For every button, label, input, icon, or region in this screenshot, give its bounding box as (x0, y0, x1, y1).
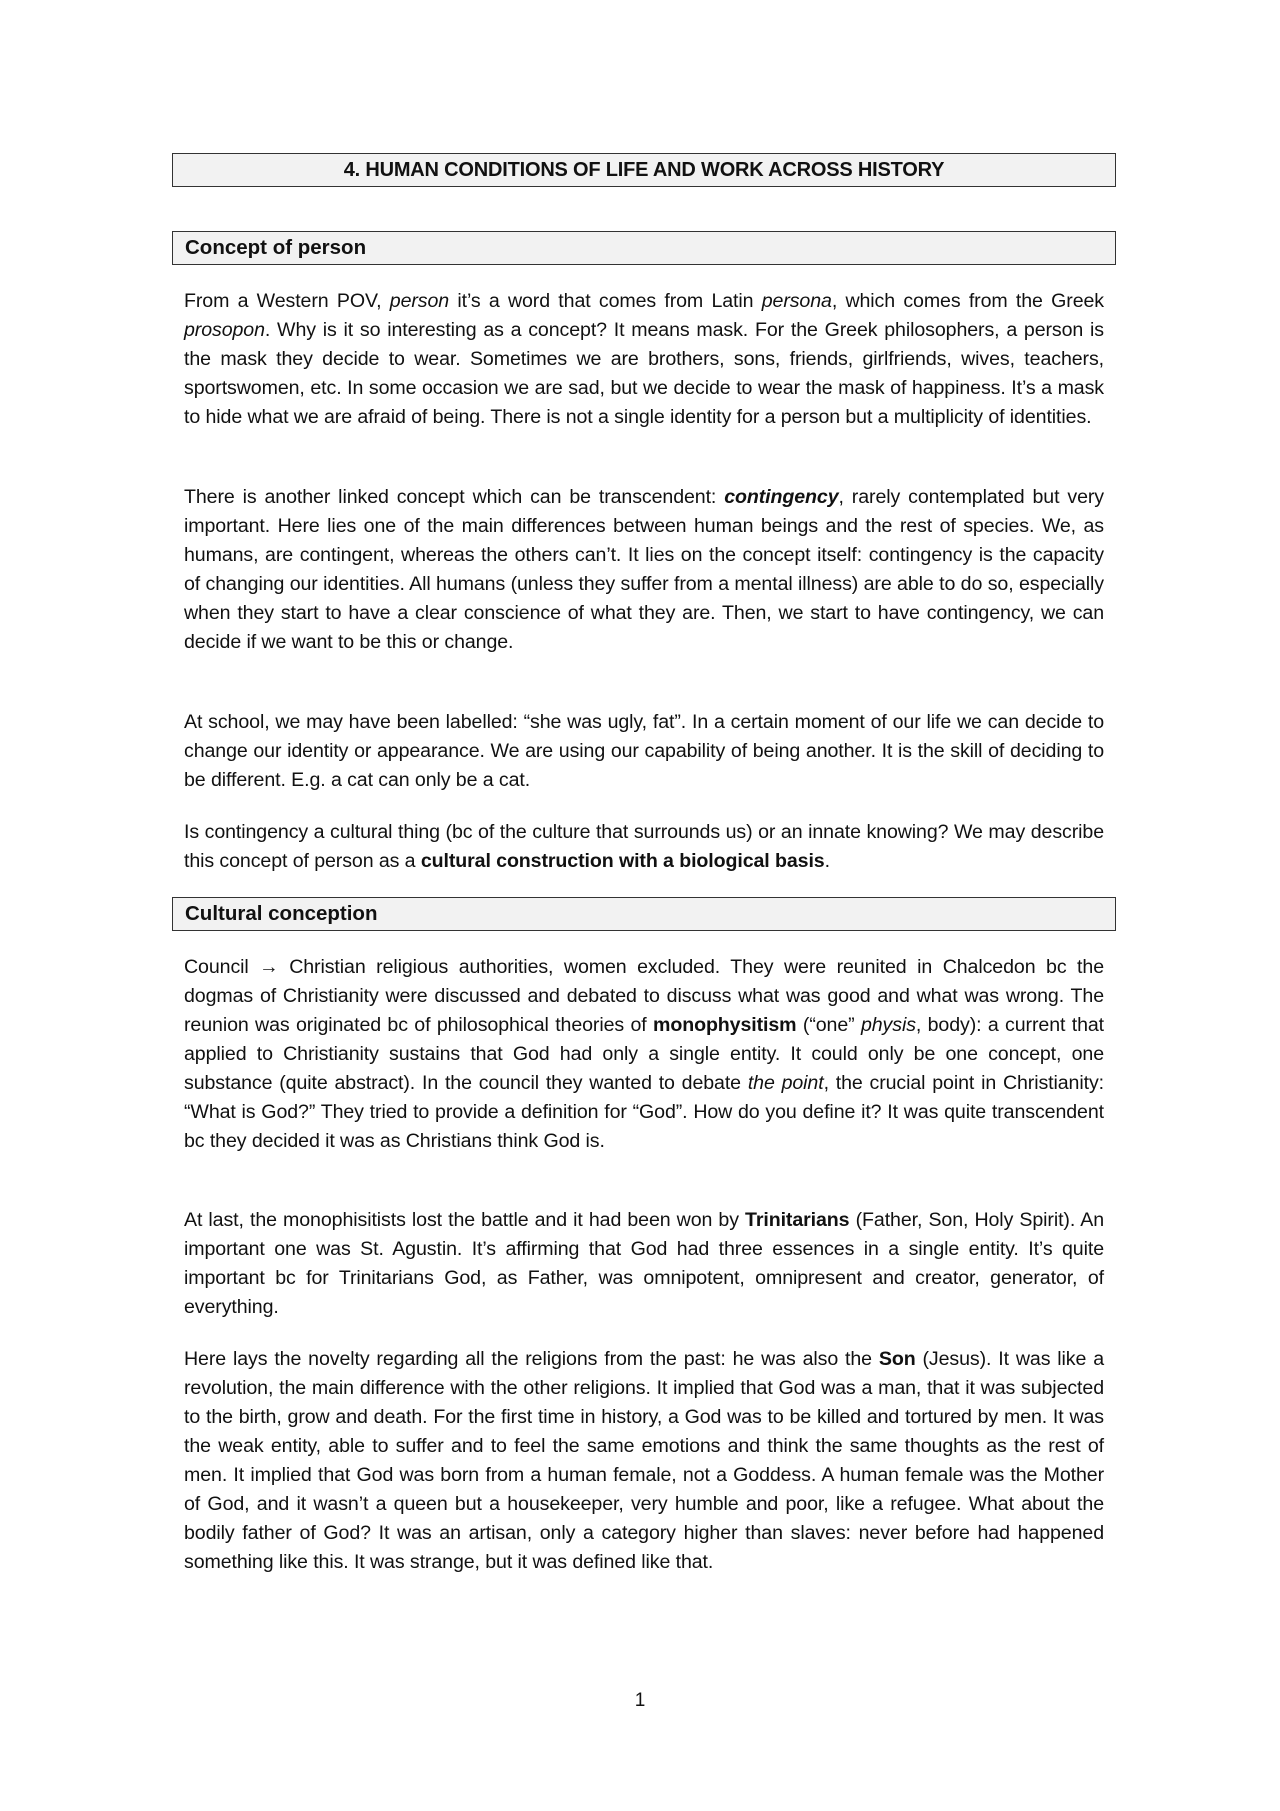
page-number: 1 (634, 1690, 646, 1711)
text-run: (“one” (796, 1014, 861, 1036)
emphasis-bold: cultural construction with a biological basis (420, 850, 825, 872)
text-run: it’s a word that comes from Latin (449, 290, 762, 312)
paragraph (184, 708, 1104, 795)
text-run: Is contingency a cultural thing (bc of the culture that surrounds us) or an innate knowing? We may describe this concept of person as a (184, 821, 1104, 872)
text-run: Council → Christian religious authorities, women excluded. They were reunited in Chalcedon bc the dogmas of Christianity were discussed and debated to discuss what was good and what was wrong. The reunion was originated bc of philosophical theories of (184, 956, 1104, 1036)
text-run: (Jesus). It was like a revolution, the main difference with the other religions. It implied that God was a man, that it was subjected to the birth, grow and death. For the first time in history, a God was to be killed and tortured by men. It was the weak entity, able to suffer and to feel the same emotions and think the same thoughts as the rest of men. It implied that God was born from a human female, not a Goddess. A human female was the Mother of God, and it wasn’t a queen but a housekeeper, very humble and poor, like a refugee. What about the bodily father of God? It was an artisan, only a category higher than slaves: never before had happened something like this. It was strange, but it was defined like that. (184, 1348, 1104, 1573)
paragraph (184, 483, 1104, 657)
emphasis-bold-italic: contingency (724, 486, 839, 508)
text-run: , which comes from the Greek (831, 290, 1104, 312)
emphasis-bold: monophysitism (653, 1014, 797, 1036)
text-run: , body): a current that applied to Christianity sustains that God had only a single entity. It could only be one concept, one substance (quite abstract). In the council they wanted to debate (184, 1014, 1105, 1094)
text-run: There is another linked concept which can be transcendent: (184, 486, 725, 508)
emphasis-italic: physis (860, 1014, 916, 1036)
text-run: , the crucial point in Christianity: “What is God?” They tried to provide a definition for “God”. How do you define it? It was quite transcendent bc they decided it was as Christians think God is. (184, 1072, 1104, 1152)
text-run: At school, we may have been labelled: “she was ugly, fat”. In a certain moment of our life we can decide to change our identity or appearance. We are using our capability of being another. It is the skill of deciding to be different. E.g. a cat can only be a cat. (184, 711, 1104, 791)
text-run: Here lays the novelty regarding all the religions from the past: he was also the (184, 1348, 879, 1370)
section-heading-concept-of-person: Concept of person (172, 231, 1116, 265)
document-title: 4. HUMAN CONDITIONS OF LIFE AND WORK ACROSS HISTORY (172, 153, 1116, 187)
text-run: , rarely contemplated but very important. Here lies one of the main differences between human beings and the rest of species. We, as humans, are contingent, whereas the others can’t. It lies on the concept itself: contingency is the capacity of changing our identities. All humans (unless they suffer from a mental illness) are able to do so, especially when they start to have a clear conscience of what they are. Then, we start to have contingency, we can decide if we want to be this or change. (184, 486, 1104, 653)
section-heading-cultural-conception: Cultural conception (172, 897, 1116, 931)
paragraph (184, 1345, 1104, 1577)
emphasis-bold: Son (878, 1348, 916, 1370)
emphasis-italic: the point (747, 1072, 824, 1094)
text-run: (Father, Son, Holy Spirit). An important one was St. Agustin. It’s affirming that God had three essences in a single entity. It’s quite important bc for Trinitarians God, as Father, was omnipotent, omnipresent and creator, generator, of everything. (184, 1209, 1104, 1318)
text-run: . (824, 850, 830, 872)
paragraph (184, 287, 1104, 432)
text-run: . Why is it so interesting as a concept? It means mask. For the Greek philosophers, a person is the mask they decide to wear. Sometimes we are brothers, sons, friends, girlfriends, wives, teachers, sportswomen, etc. In some occasion we are sad, but we decide to wear the mask of happiness. It’s a mask to hide what we are afraid of being. There is not a single identity for a person but a multiplicity of identities. (184, 319, 1104, 428)
paragraph (184, 953, 1104, 1156)
emphasis-bold: Trinitarians (745, 1209, 850, 1231)
paragraph (184, 1206, 1104, 1322)
emphasis-italic: persona (761, 290, 832, 312)
emphasis-italic: person (389, 290, 450, 312)
paragraph (184, 818, 1104, 876)
emphasis-italic: prosopon (184, 319, 265, 341)
text-run: At last, the monophisitists lost the battle and it had been won by (184, 1209, 746, 1231)
text-run: From a Western POV, (184, 290, 390, 312)
